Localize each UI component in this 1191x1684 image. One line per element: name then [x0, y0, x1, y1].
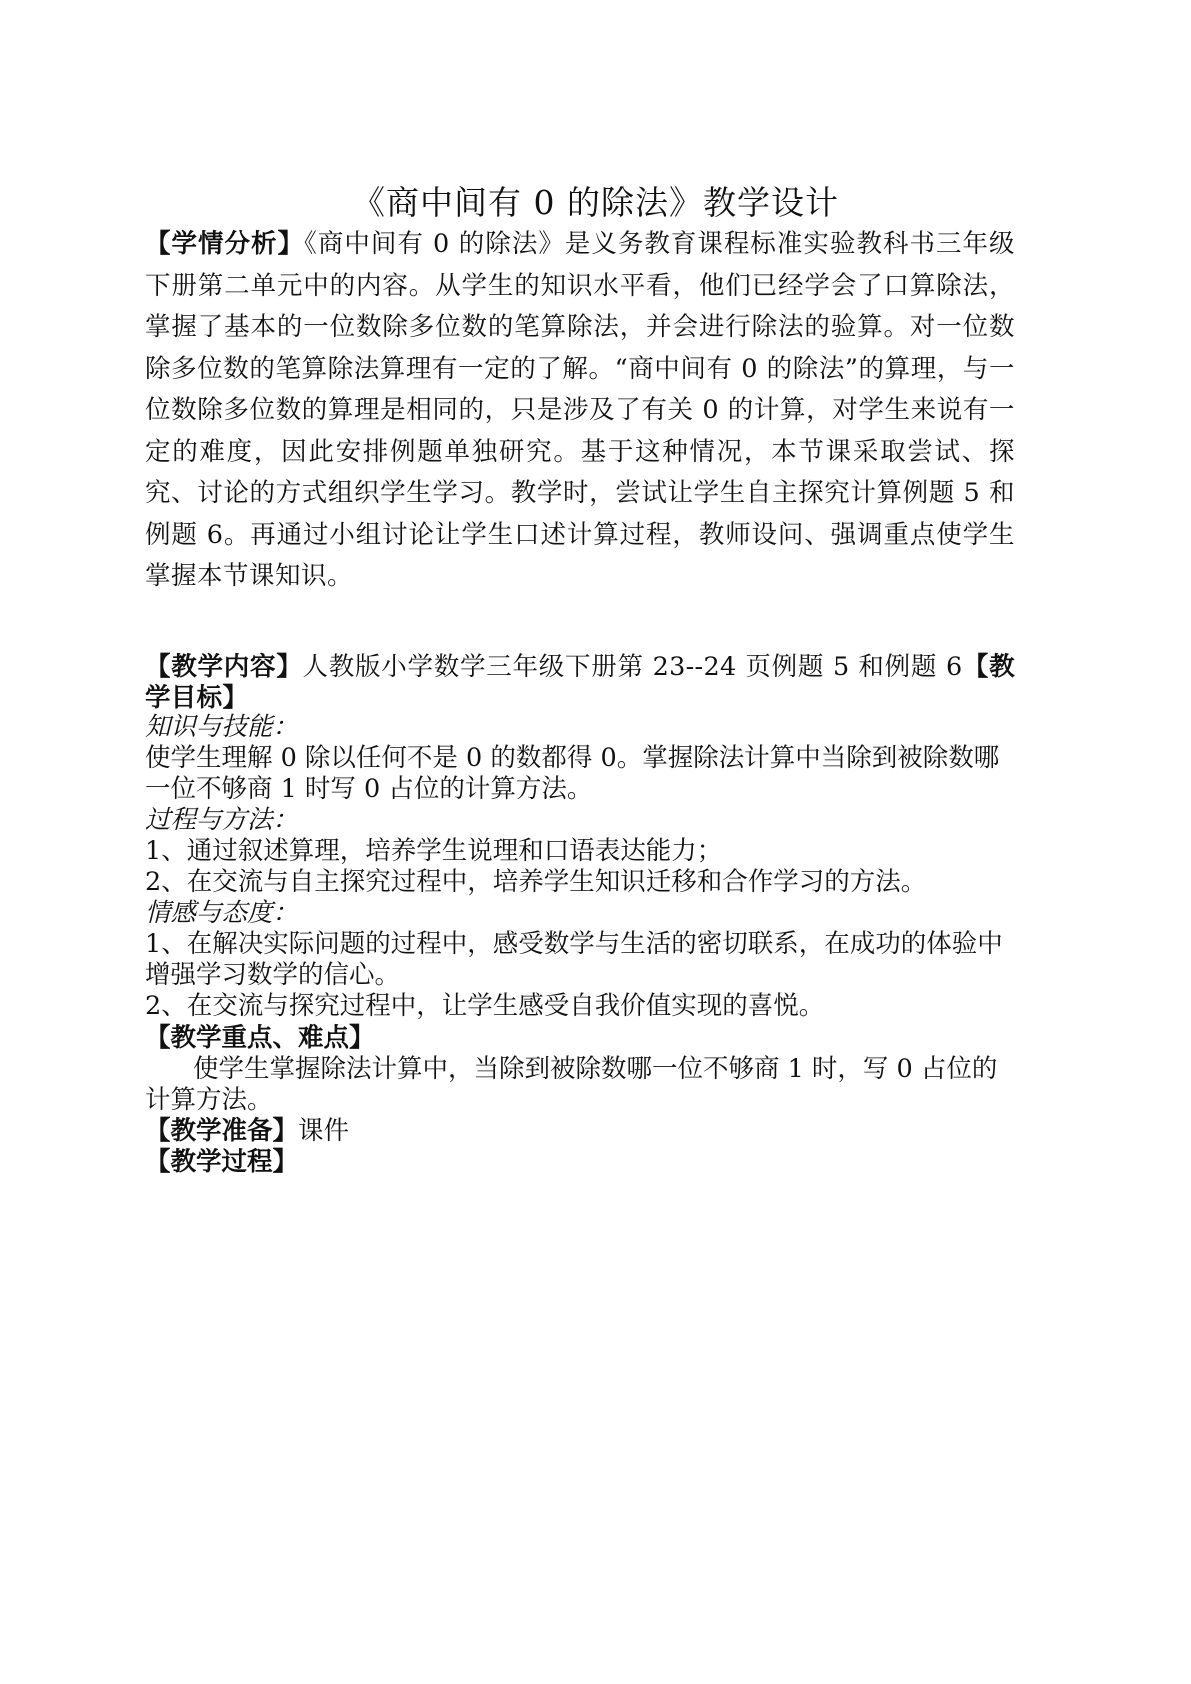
key-points-heading: 【教学重点、难点】: [145, 1023, 375, 1053]
learning-analysis-text: 《商中间有 0 的除法》是义务教育课程标准实验教科书三年级下册第二单元中的内容。从学生的知识水平看，他们已经学会了口算除法，掌握了基本的一位数除多位数的笔算除法，并会进行除法的验算。对一位数除多位数的笔算除法算理有一定的了解。“商中间有 0 的除法”的算理，与一位数除多位数的算理是相同的，只是涉及了有关 0 的计算，对学生来说有一定的难度，因此安排例题单独研究。基于这种情况，本节课采取尝试、探究、讨论的方式组织学生学习。教学时，尝试让学生自主探究计算例题 5 和例题 6。再通过小组讨论让学生口述计算过程，教师设问、强调重点使学生掌握本节课知识。: [145, 229, 1015, 591]
preparation-heading: 【教学准备】: [145, 1116, 299, 1146]
key-points-text: 使学生掌握除法计算中，当除到被除数哪一位不够商 1 时，写 0 占位的计算方法。: [145, 1054, 998, 1115]
goals-block: [145, 712, 1015, 1022]
process-methods-item-1: 1、通过叙述算理，培养学生说理和口语表达能力；: [145, 836, 723, 866]
preparation-line: [145, 1116, 1015, 1147]
teaching-process-heading: 【教学过程】: [145, 1147, 299, 1177]
preparation-text: 课件: [298, 1116, 350, 1146]
teaching-goals-heading: 【教学目标】: [145, 652, 1015, 713]
emotion-attitude-item-1: 1、在解决实际问题的过程中，感受数学与生活的密切联系，在成功的体验中增强学习数学的信心。: [145, 929, 1003, 990]
learning-analysis-heading: 【学情分析】: [145, 229, 305, 259]
knowledge-skills-text: 使学生理解 0 除以任何不是 0 的数都得 0。掌握除法计算中当除到被除数哪一位不够商 1 时写 0 占位的计算方法。: [145, 743, 1000, 804]
key-points-block: [145, 1023, 1015, 1178]
process-methods-item-2: 2、在交流与自主探究过程中，培养学生知识迁移和合作学习的方法。: [145, 867, 927, 897]
teaching-content-text: 人教版小学数学三年级下册第 23--24 页例题 5 和例题 6: [302, 652, 963, 682]
document-title: 《商中间有 0 的除法》教学设计: [352, 183, 839, 222]
knowledge-skills-label: 知识与技能：: [145, 712, 299, 742]
learning-analysis-paragraph: [145, 224, 1015, 598]
emotion-attitude-label: 情感与态度：: [145, 898, 299, 928]
process-methods-label: 过程与方法：: [145, 805, 299, 835]
emotion-attitude-item-2: 2、在交流与探究过程中，让学生感受自我价值实现的喜悦。: [145, 991, 825, 1021]
teaching-content-paragraph: [145, 652, 1015, 714]
teaching-content-heading: 【教学内容】: [145, 652, 303, 682]
